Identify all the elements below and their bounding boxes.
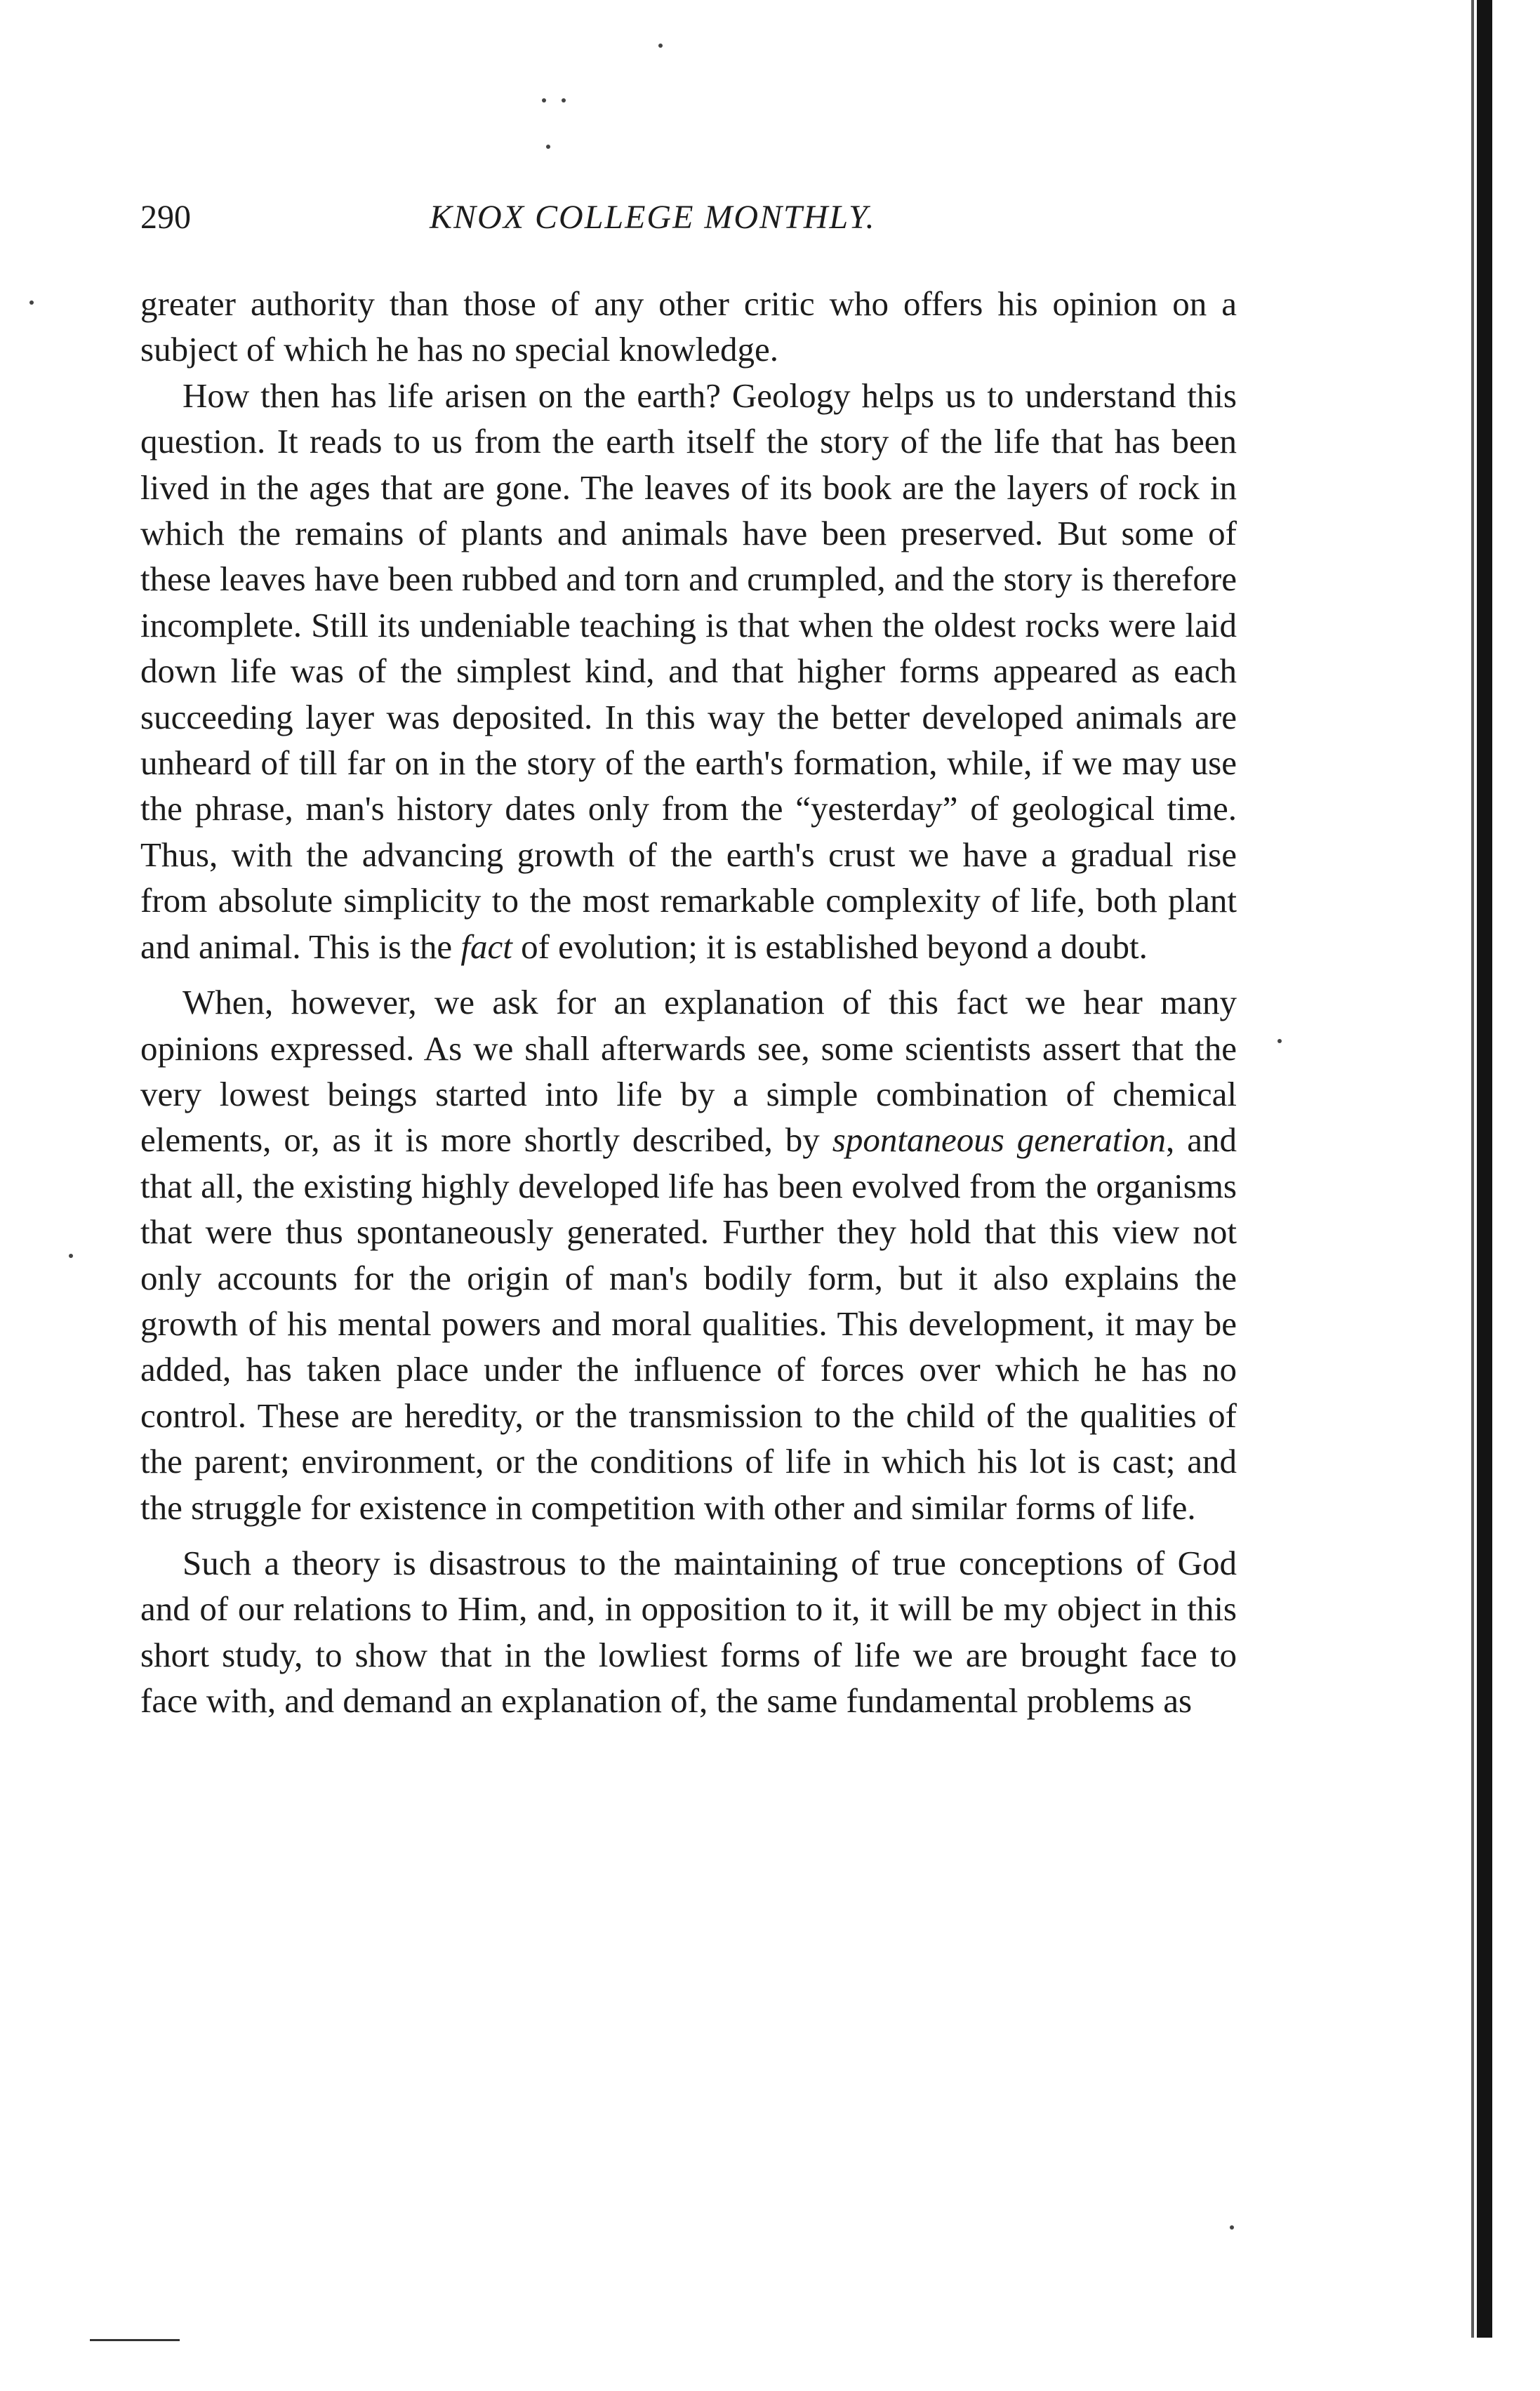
italic-text: fact	[460, 927, 512, 966]
binding-shadow	[1471, 0, 1474, 2338]
italic-text: spontaneous generation	[832, 1120, 1167, 1160]
text-run: Such a theory is disastrous to the maintaining of true conceptions of God and of our relations to Him, and, in opposition to it, it will be my object in this short study, to show that in the lowliest forms of life we are brought face to face with, and demand an explanation of, the same fundamental problems as	[140, 1543, 1237, 1721]
scan-speck	[658, 44, 663, 48]
scan-speck	[1277, 1039, 1282, 1043]
footer-rule	[90, 2339, 180, 2341]
page-header	[140, 198, 1249, 247]
text-run: When, however, we ask for an explanation of this fact we hear many opinions expressed. As we shall afterwards see, some scientists assert that the very lowest beings started into life by a simple combination of chemical elements, or, as it is more shortly described, by	[140, 983, 1237, 1160]
paragraph	[140, 281, 1237, 373]
text-run: , and that all, the existing highly developed life has been evolved from the organisms that were thus spontaneously generated. Further they hold that this view not only accounts for the origin of man's bodily form, but it also explains the growth of his mental powers and moral qualities. This development, it may be added, has taken place under the influence of forces over which he has no control. These are heredity, or the transmission to the child of the qualities of the parent; environment, or the conditions of life in which his lot is cast; and the struggle for existence in competition with other and similar forms of life.	[140, 1120, 1237, 1527]
text-run: of evolution; it is established beyond a doubt.	[512, 927, 1148, 966]
scan-speck	[1230, 2225, 1234, 2230]
scan-speck	[69, 1254, 73, 1258]
page-number: 290	[140, 199, 191, 236]
paragraph	[140, 979, 1237, 1530]
scan-speck	[562, 98, 566, 102]
paragraph	[140, 373, 1237, 969]
paragraph	[140, 1540, 1237, 1724]
text-run: How then has life arisen on the earth? Geology helps us to understand this question. It reads to us from the earth itself the story of the life that has been lived in the ages that are gone. The leaves of its book are the layers of rock in which the remains of plants and animals have been preserved. But some of these leaves have been rubbed and torn and crumpled, and the story is therefore incomplete. Still its undeniable teaching is that when the oldest rocks were laid down life was of the simplest kind, and that higher forms appeared as each succeeding layer was deposited. In this way the better developed animals are unheard of till far on in the story of the earth's formation, while, if we may use the phrase, man's history dates only from the “yesterday” of geological time. Thus, with the advancing growth of the earth's crust we have a gradual rise from absolute simplicity to the most remarkable complexity of life, both plant and animal. This is the	[140, 376, 1237, 966]
scan-speck	[542, 98, 546, 102]
body-text	[140, 281, 1237, 1724]
scan-speck	[29, 300, 34, 305]
running-head: KNOX COLLEGE MONTHLY.	[430, 199, 876, 236]
scan-speck	[546, 145, 550, 149]
binding-edge	[1477, 0, 1492, 2338]
text-run: greater authority than those of any other critic who offers his opinion on a subject of which he has no special knowledge.	[140, 284, 1237, 369]
